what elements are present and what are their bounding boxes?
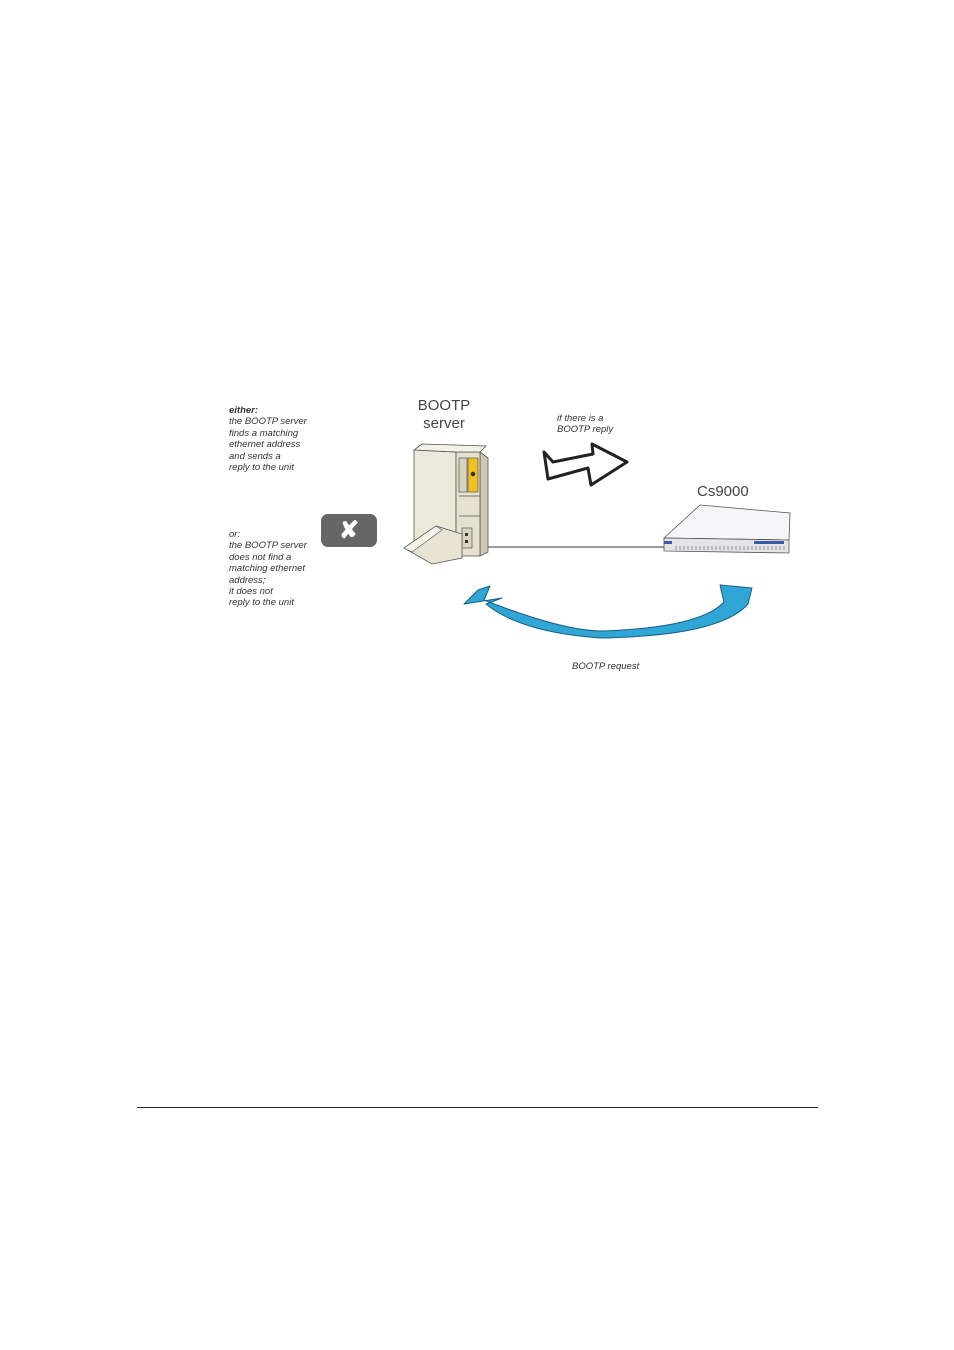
server-icon (404, 444, 488, 564)
or-note-line: the BOOTP server (229, 540, 307, 552)
reply-arrow-icon (544, 444, 627, 485)
request-caption: BOOTP request (572, 661, 640, 672)
cs9000-device-icon (664, 505, 790, 553)
page-rule (137, 1107, 818, 1108)
either-note-line: and sends a (229, 450, 281, 462)
either-note-line: finds a matching (229, 427, 299, 439)
or-note-line: does not find a (229, 551, 292, 563)
device-label: Cs9000 (697, 483, 749, 500)
either-note-line: the BOOTP server (229, 416, 307, 428)
or-note-lead: or: (229, 529, 241, 540)
server-title-line: server (423, 415, 465, 432)
or-note-line: reply to the unit (229, 597, 294, 609)
reply-note-line: BOOTP reply (557, 424, 614, 436)
either-note-line: ethernet address (229, 439, 301, 451)
either-note-line: reply to the unit (229, 462, 294, 474)
request-arrow-icon (464, 585, 752, 638)
or-note-line: address; (229, 574, 266, 586)
or-note-line: matching ethernet (229, 563, 306, 575)
server-title-line: BOOTP (417, 397, 471, 414)
either-note-lead: either: (229, 405, 259, 416)
reply-note-line: if there is a (557, 413, 604, 424)
or-note-line: it does not (229, 586, 273, 598)
x-mark-icon: ✘ (338, 517, 360, 544)
